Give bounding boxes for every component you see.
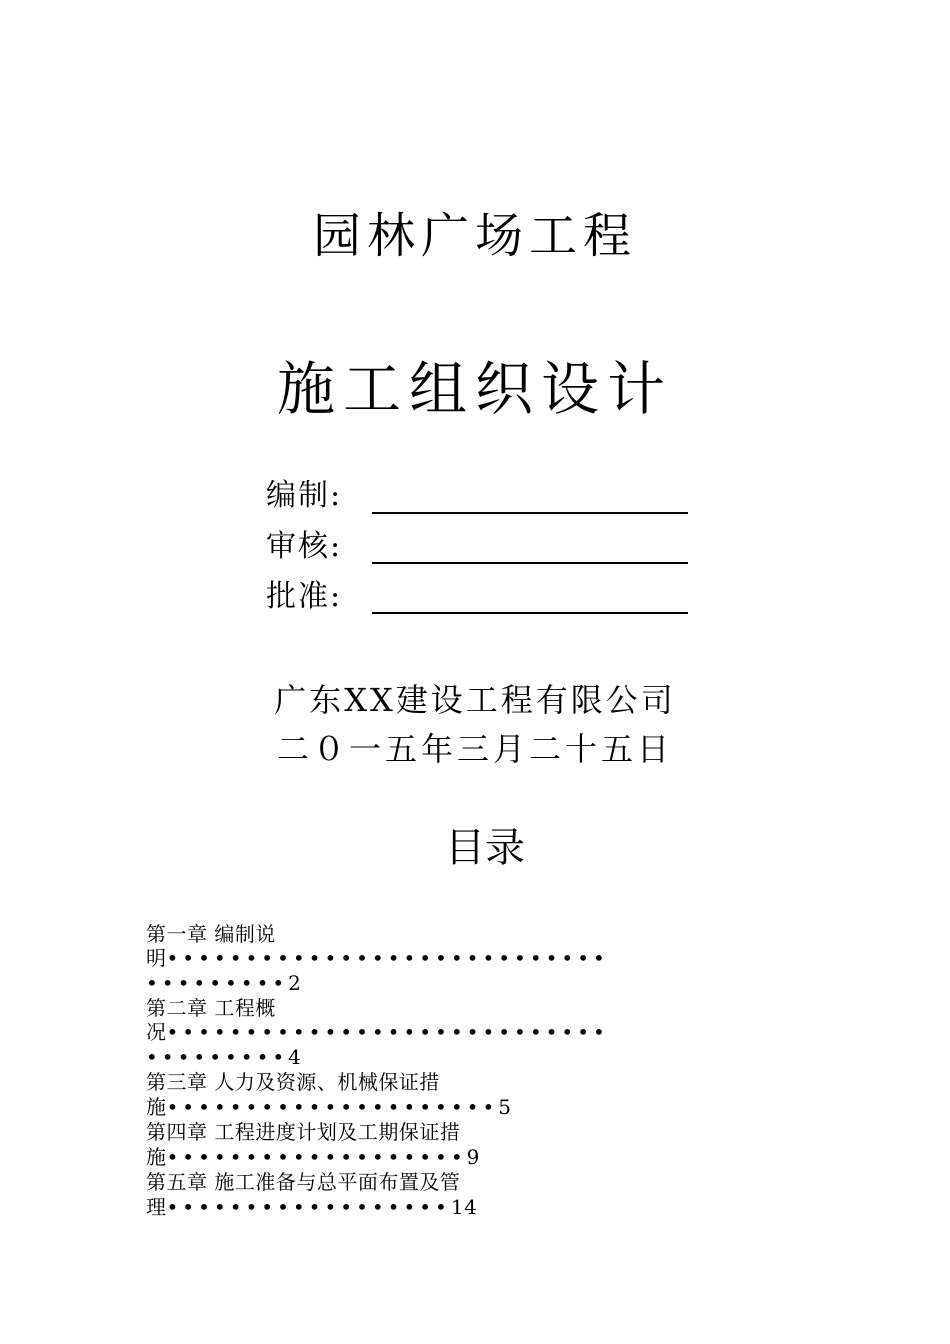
toc-entry-3-cont-text: 施 — [146, 1095, 167, 1119]
toc-entry-2-leader: •••••••••••••••••••••••••••• — [166, 1020, 609, 1044]
document-title: 园林广场工程 — [312, 208, 637, 264]
toc-entry-1-cont-text: 明 — [146, 946, 167, 970]
toc-entry-4-cont-text: 施 — [146, 1145, 167, 1169]
toc-entry-1-tail — [146, 971, 301, 995]
toc-entry-2-cont-text: 况 — [146, 1020, 167, 1044]
signoff-compiled-line — [372, 512, 688, 514]
signoff-reviewed-label: 审核: — [266, 529, 343, 564]
toc-entry-3-leader: ••••••••••••••••••••• — [166, 1095, 499, 1119]
toc-entry-5-leader: •••••••••••••••••• — [166, 1195, 451, 1219]
toc-entry-3-page: 5 — [498, 1095, 512, 1119]
toc-entry-3-cont — [146, 1095, 511, 1119]
toc-entry-1-leader-2: ••••••••• — [146, 971, 289, 995]
toc-title: 目录 — [445, 825, 525, 871]
signoff-reviewed-line — [372, 562, 688, 564]
toc-entry-2-tail — [146, 1045, 301, 1069]
toc-entry-2-page: 4 — [288, 1045, 302, 1069]
toc-entry-1-page: 2 — [288, 971, 302, 995]
toc-entry-1-leader: •••••••••••••••••••••••••••• — [166, 946, 609, 970]
toc-entry-4-leader: ••••••••••••••••••• — [166, 1145, 467, 1169]
toc-entry-5-heading: 第五章 施工准备与总平面布置及管 — [146, 1170, 461, 1194]
toc-entry-4-heading: 第四章 工程进度计划及工期保证措 — [146, 1120, 461, 1144]
toc-entry-2-cont — [146, 1020, 609, 1044]
document-subtitle: 施工组织设计 — [276, 355, 673, 423]
toc-entry-3-heading: 第三章 人力及资源、机械保证措 — [146, 1070, 440, 1094]
toc-entry-5-cont — [146, 1195, 477, 1219]
signoff-compiled-label: 编制: — [266, 478, 343, 513]
toc-entry-2-leader-2: ••••••••• — [146, 1045, 289, 1069]
toc-entry-5-cont-text: 理 — [146, 1195, 167, 1219]
signoff-approved-label: 批准: — [266, 579, 343, 614]
toc-entry-1-cont — [146, 946, 609, 970]
toc-entry-1-heading: 第一章 编制说 — [146, 922, 276, 946]
toc-entry-5-page: 14 — [450, 1195, 478, 1219]
toc-entry-4-page: 9 — [466, 1145, 480, 1169]
company-name: 广东XX建设工程有限公司 — [274, 681, 676, 719]
toc-entry-4-cont — [146, 1145, 480, 1169]
document-date: 二０一五年三月二十五日 — [276, 730, 673, 768]
signoff-approved-line — [372, 612, 688, 614]
toc-entry-2-heading: 第二章 工程概 — [146, 996, 276, 1020]
